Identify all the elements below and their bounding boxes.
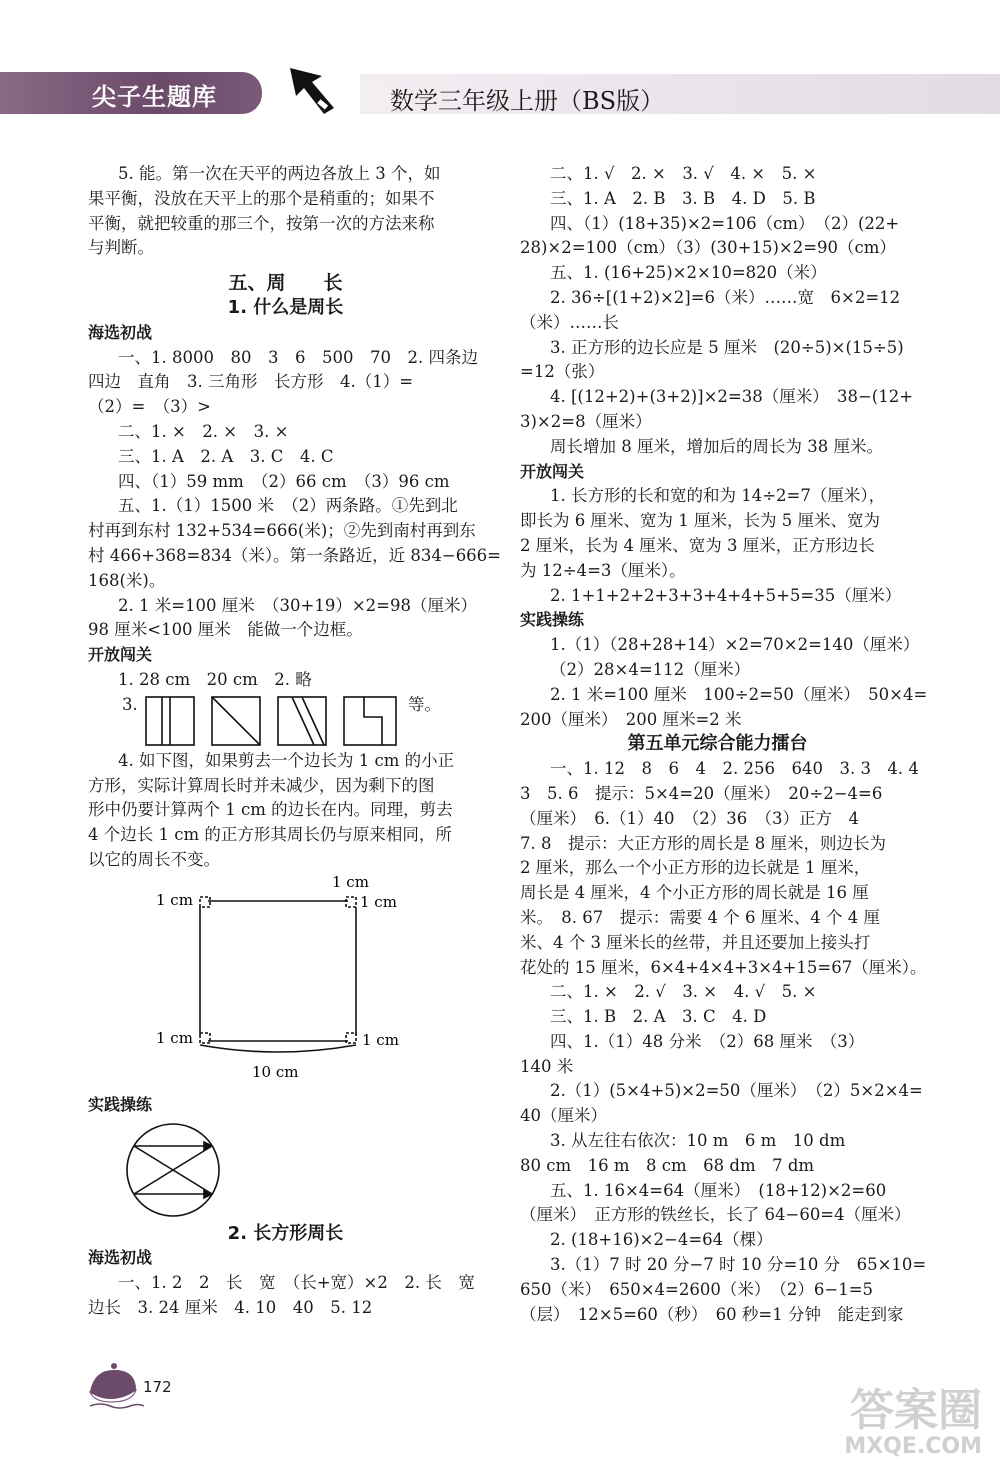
watermark bbox=[844, 1385, 982, 1459]
text-line: 周长是 4 厘米，4 个小正方形的周长就是 16 厘 bbox=[520, 883, 869, 903]
lesson-title: 1. 什么是周长 bbox=[227, 296, 344, 318]
text-line: 二、1. × 2. √ 3. × 4. √ 5. × bbox=[550, 982, 817, 1002]
text-line: 2 厘米，长为 4 厘米、宽为 3 厘米，正方形边长 bbox=[520, 535, 875, 555]
text-line: 80 cm 16 m 8 cm 68 dm 7 dm bbox=[520, 1155, 815, 1175]
text-line: 四、1.（1）48 分米 （2）68 厘米 （3） bbox=[550, 1031, 865, 1051]
square-division-figures bbox=[88, 693, 483, 749]
section-heading: 实践操练 bbox=[520, 610, 585, 630]
lesson-title: 2. 长方形周长 bbox=[227, 1222, 344, 1244]
text-line: 168(米)。 bbox=[88, 570, 166, 590]
text-line: 边长 3. 24 厘米 4. 10 40 5. 12 bbox=[88, 1297, 373, 1317]
text-line: 与判断。 bbox=[88, 238, 154, 258]
text-line: （米）……长 bbox=[520, 312, 619, 332]
text-line: 3)×2=8（厘米） bbox=[520, 411, 652, 431]
text-line: 3. 正方形的边长应是 5 厘米 (20÷5)×(15÷5) bbox=[550, 337, 904, 357]
text-line: 果平衡，没放在天平上的那个是稍重的；如果不 bbox=[88, 188, 435, 208]
label-top: 1 cm bbox=[332, 872, 369, 891]
text-line: 3.（1）7 时 20 分−7 时 10 分=10 分 65×10= bbox=[550, 1255, 927, 1275]
text-line: （厘米） 正方形的铁丝长，长了 64−60=4（厘米） bbox=[520, 1205, 911, 1225]
text-line: 4. 如下图，如果剪去一个边长为 1 cm 的小正 bbox=[118, 750, 455, 770]
text-line: 3. 从左往右依次：10 m 6 m 10 dm bbox=[550, 1131, 846, 1151]
text-line: 三、1. A 2. B 3. B 4. D 5. B bbox=[550, 188, 816, 208]
watermark-url: MXQE.COM bbox=[844, 1434, 982, 1459]
text-line: 一、1. 8000 80 3 6 500 70 2. 四条边 bbox=[118, 347, 478, 367]
text-line: 1. 长方形的长和宽的和为 14÷2=7（厘米）， bbox=[550, 486, 886, 506]
label-bottom-right: 1 cm bbox=[362, 1030, 399, 1049]
text-line: 为 12÷4=3（厘米）。 bbox=[520, 560, 686, 580]
label-bottom-left: 1 cm bbox=[156, 1028, 193, 1047]
circle-figure bbox=[88, 1118, 483, 1222]
text-line: 3 5. 6 提示：5×4=20（厘米） 20÷2−4=6 bbox=[520, 783, 883, 803]
text-line: 2. 1 米=100 厘米 （30+19）×2=98（厘米） bbox=[118, 595, 478, 615]
text-line: 米。 8. 67 提示：需要 4 个 6 厘米、4 个 4 厘 bbox=[520, 907, 880, 927]
text-line: 四、（1）59 mm （2）66 cm （3）96 cm bbox=[118, 471, 450, 491]
text-line: 即长为 6 厘米、宽为 1 厘米，长为 5 厘米、宽为 bbox=[520, 511, 880, 531]
text-line: 2.（1）(5×4+5)×2=50（厘米） （2）5×2×4= bbox=[550, 1081, 923, 1101]
text-line: 2. 36÷[(1+2)×2]=6（米）……宽 6×2=12 bbox=[550, 287, 901, 307]
text-line: 5. 能。第一次在天平的两边各放上 3 个，如 bbox=[118, 164, 441, 183]
section-heading: 实践操练 bbox=[88, 1094, 153, 1114]
text-line: （厘米） 6.（1）40 （2）36 （3）正方 4 bbox=[520, 808, 859, 828]
text-line: 7. 8 提示：大正方形的周长是 8 厘米，则边长为 bbox=[520, 833, 886, 853]
text-line: 周长增加 8 厘米，增加后的周长为 38 厘米。 bbox=[550, 436, 883, 456]
text-line: 二、1. √ 2. × 3. √ 4. × 5. × bbox=[550, 164, 817, 183]
text-suffix: 等。 bbox=[408, 694, 441, 714]
text-line: 村 466+368=834（米）。第一条路近，近 834−666= bbox=[88, 545, 502, 565]
text-line: 1.（1）（28+28+14）×2=70×2=140（厘米） bbox=[550, 635, 920, 655]
text-line: 形中仍要计算两个 1 cm 的边长在内。同理，剪去 bbox=[88, 800, 453, 820]
text-line: 方形，实际计算周长时并未减少，因为剩下的图 bbox=[88, 775, 435, 795]
book-subject-title: 数学三年级上册（BS版） bbox=[390, 87, 665, 115]
header-left-banner bbox=[0, 72, 262, 114]
section-heading: 海选初战 bbox=[88, 1248, 153, 1268]
label-bottom: 10 cm bbox=[252, 1062, 299, 1081]
square-perimeter-figure bbox=[88, 873, 483, 1093]
text-line: 三、1. A 2. A 3. C 4. C bbox=[118, 446, 334, 466]
text-line: =12（张） bbox=[520, 362, 605, 382]
unit-title: 五、周 长 bbox=[228, 272, 343, 295]
text-line: 四边 直角 3. 三角形 长方形 4.（1）= bbox=[88, 372, 414, 392]
text-line: 平衡，就把较重的那三个，按第一次的方法来称 bbox=[88, 213, 435, 233]
text-line: 4 个边长 1 cm 的正方形其周长仍与原来相同，所 bbox=[88, 825, 452, 845]
text-line: （2）= （3）> bbox=[88, 397, 211, 417]
header-right-banner bbox=[360, 74, 1000, 114]
text-line: 四、（1）(18+35)×2=106（cm） （2）(22+ bbox=[550, 213, 900, 233]
text-line: 花处的 15 厘米，6×4+4×4+3×4+15=67（厘米）。 bbox=[520, 957, 927, 977]
section-heading: 海选初战 bbox=[88, 322, 153, 342]
text-line: （2）28×4=112（厘米） bbox=[550, 659, 751, 679]
text-line: 2. 1+1+2+2+3+3+4+4+5+5=35（厘米） bbox=[550, 585, 902, 605]
text-line: 五、1.（1）1500 米 （2）两条路。①先到北 bbox=[118, 496, 458, 516]
question-number: 3. bbox=[122, 694, 138, 714]
section-heading: 开放闯关 bbox=[88, 645, 153, 665]
text-line: 五、1. 16×4=64（厘米） (18+12)×2=60 bbox=[550, 1180, 887, 1200]
text-line: 28)×2=100（cm）（3）(30+15)×2=90（cm） bbox=[520, 238, 896, 258]
text-line: 三、1. B 2. A 3. C 4. D bbox=[550, 1007, 767, 1027]
label-top-right: 1 cm bbox=[360, 892, 397, 911]
section-heading: 开放闯关 bbox=[520, 461, 585, 481]
text-line: （层） 12×5=60（秒） 60 秒=1 分钟 能走到家 bbox=[520, 1304, 904, 1324]
text-line: 140 米 bbox=[520, 1056, 574, 1076]
text-line: 2 厘米，那么一个小正方形的边长就是 1 厘米， bbox=[520, 858, 871, 878]
text-line: 米、4 个 3 厘米长的丝带，并且还要加上接头打 bbox=[520, 932, 871, 952]
text-line: 4. [(12+2)+(3+2)]×2=38（厘米） 38−(12+ bbox=[550, 387, 914, 407]
right-column bbox=[520, 162, 928, 1327]
book-series-title: 尖子生题库 bbox=[92, 83, 217, 111]
text-line: 650（米） 650×4=2600（米） （2）6−1=5 bbox=[520, 1279, 874, 1299]
label-top-left: 1 cm bbox=[156, 890, 193, 909]
text-line: 40（厘米） bbox=[520, 1106, 607, 1126]
figure-square-3 bbox=[278, 697, 326, 745]
text-line: 村再到东村 132+534=666(米)；②先到南村再到东 bbox=[88, 521, 476, 541]
text-line: 2. 1 米=100 厘米 100÷2=50（厘米） 50×4= bbox=[550, 684, 928, 704]
text-line: 200（厘米） 200 厘米=2 米 bbox=[520, 709, 742, 729]
text-line: 五、1. (16+25)×2×10=820（米） bbox=[550, 263, 827, 283]
whale-mascot-icon bbox=[84, 1362, 146, 1410]
unit-review-title: 第五单元综合能力擂台 bbox=[627, 733, 808, 755]
text-line: 一、1. 2 2 长 宽 （长+宽）×2 2. 长 宽 bbox=[118, 1273, 475, 1293]
left-column bbox=[88, 162, 502, 1321]
watermark-logo: 答案圈 bbox=[850, 1385, 982, 1436]
page-number: 172 bbox=[143, 1378, 172, 1396]
text-line: 2. (18+16)×2−4=64（棵） bbox=[550, 1230, 773, 1250]
arrow-icon bbox=[282, 62, 342, 118]
text-line: 二、1. × 2. × 3. × bbox=[118, 421, 289, 441]
text-line: 一、1. 12 8 6 4 2. 256 640 3. 3 4. 4 bbox=[550, 759, 919, 779]
text-line: 98 厘米<100 厘米 能做一个边框。 bbox=[88, 620, 363, 640]
text-line: 1. 28 cm 20 cm 2. 略 bbox=[118, 669, 312, 689]
text-line: 以它的周长不变。 bbox=[88, 849, 220, 869]
figure-square-4 bbox=[344, 697, 396, 745]
